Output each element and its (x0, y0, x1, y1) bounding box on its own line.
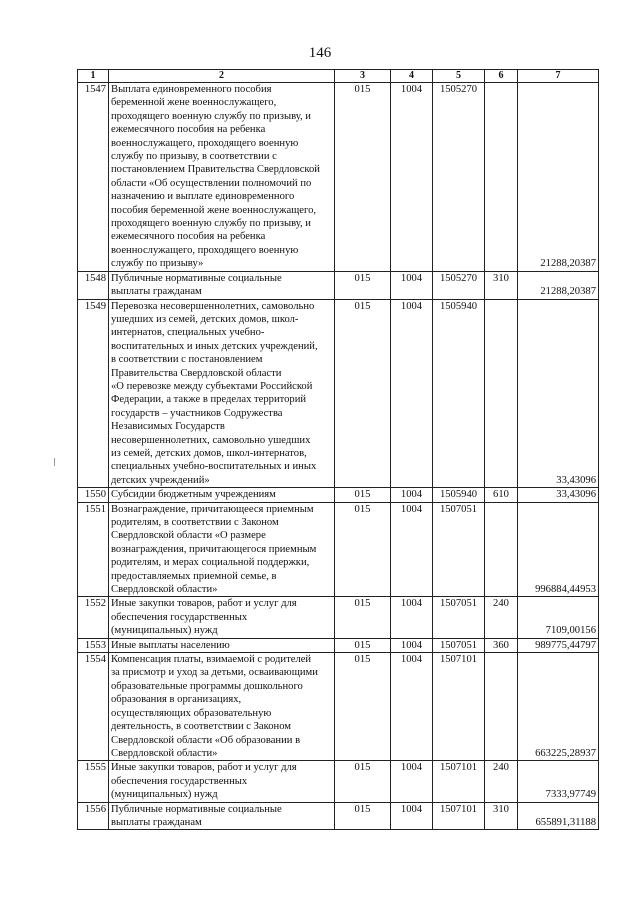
section-code: 1004 (391, 83, 433, 272)
section-code: 1004 (391, 761, 433, 802)
column-header: 2 (109, 70, 335, 83)
description-line: за присмотр и уход за детьми, осваивающими (111, 667, 318, 679)
section-code: 1004 (391, 299, 433, 488)
description-line: выплаты гражданам (111, 286, 202, 298)
expense-type-code (485, 502, 518, 597)
expense-type-code: 360 (485, 638, 518, 652)
description-line: в соответствии с постановлением (111, 354, 263, 366)
target-article-code: 1507051 (433, 502, 485, 597)
description-line: родителям, в соответствии с Законом (111, 517, 279, 528)
description-line: ежемесячного пособия на ребенка (111, 124, 266, 136)
description-line: предоставляемых приемной семье, в (111, 570, 277, 582)
ministry-code: 015 (335, 299, 391, 488)
row-number: 1548 (78, 271, 109, 299)
target-article-code: 1507101 (433, 761, 485, 802)
description-line: (муниципальных) нужд (111, 789, 218, 801)
row-description (109, 597, 335, 638)
description-line: обеспечения государственных (111, 611, 248, 623)
description-line: воспитательных и иных детских учреждений, (111, 340, 318, 352)
ministry-code: 015 (335, 653, 391, 761)
description-line: интернатов, специальных учебно- (111, 327, 265, 339)
budget-table (77, 69, 599, 830)
description-line: Иные закупки товаров, работ и услуг для (111, 598, 297, 610)
description-line: детских учреждений» (111, 474, 210, 486)
description-line: Выплата единовременного пособия (111, 84, 272, 95)
description-line: Федерации, а также в пределах территорий (111, 394, 307, 406)
description-line: Правительства Свердловской области (111, 367, 282, 379)
expense-type-code (485, 299, 518, 488)
column-header: 3 (335, 70, 391, 83)
section-code: 1004 (391, 653, 433, 761)
expense-type-code: 310 (485, 802, 518, 830)
table-row (78, 271, 599, 299)
description-line: Компенсация платы, взимаемой с родителей (111, 654, 312, 666)
description-line: Свердловской области» (111, 584, 218, 596)
table-row (78, 502, 599, 597)
column-header: 1 (78, 70, 109, 83)
amount: 7333,97749 (518, 761, 599, 802)
expense-type-code: 240 (485, 597, 518, 638)
section-code: 1004 (391, 271, 433, 299)
target-article-code: 1505940 (433, 488, 485, 502)
ministry-code: 015 (335, 761, 391, 802)
amount: 33,43096 (518, 299, 599, 488)
row-number: 1550 (78, 488, 109, 502)
description-line: несовершеннолетних, самовольно ушедших (111, 434, 311, 446)
ministry-code: 015 (335, 271, 391, 299)
description-line: военнослужащего, проходящего военную (111, 244, 299, 256)
target-article-code: 1507101 (433, 802, 485, 830)
row-description (109, 802, 335, 830)
description-line: пособия беременной жене военнослужащего, (111, 204, 317, 216)
description-line: проходящего военную службу по призыву, и (111, 218, 311, 230)
expense-type-code (485, 653, 518, 761)
row-description (109, 502, 335, 597)
amount: 996884,44953 (518, 502, 599, 597)
column-header: 5 (433, 70, 485, 83)
table-row (78, 299, 599, 488)
column-header: 7 (518, 70, 599, 83)
expense-type-code (485, 83, 518, 272)
ministry-code: 015 (335, 638, 391, 652)
description-line: вознаграждения, причитающегося приемным (111, 543, 317, 555)
description-line: специальных учебно-воспитательных и иных (111, 461, 317, 473)
amount: 655891,31188 (518, 802, 599, 830)
target-article-code: 1507051 (433, 638, 485, 652)
section-code: 1004 (391, 802, 433, 830)
page-number: 146 (308, 45, 332, 61)
expense-type-code: 610 (485, 488, 518, 502)
ministry-code: 015 (335, 597, 391, 638)
row-number: 1555 (78, 761, 109, 802)
amount: 21288,20387 (518, 83, 599, 272)
row-description (109, 488, 335, 502)
row-number: 1551 (78, 502, 109, 597)
description-line: осуществляющих образовательную (111, 707, 272, 719)
description-line: назначению и выплате единовременного (111, 191, 295, 203)
table-row (78, 802, 599, 830)
table-row (78, 638, 599, 652)
description-line: выплаты гражданам (111, 816, 202, 828)
description-line: Перевозка несовершеннолетних, самовольно (111, 300, 315, 312)
header-row (78, 70, 599, 83)
description-line: Свердловской области «Об образовании в (111, 734, 301, 746)
section-code: 1004 (391, 638, 433, 652)
description-line: области «Об осуществлении полномочий по (111, 177, 312, 189)
row-description (109, 653, 335, 761)
description-line: Независимых Государств (111, 421, 225, 433)
description-line: ушедших из семей, детских домов, школ- (111, 313, 299, 325)
row-number: 1552 (78, 597, 109, 638)
row-description (109, 761, 335, 802)
description-line: родителям, и мерах социальной поддержки, (111, 557, 310, 569)
description-line: (муниципальных) нужд (111, 625, 218, 637)
description-line: службу по призыву» (111, 258, 204, 270)
expense-type-code: 240 (485, 761, 518, 802)
description-line: Иные закупки товаров, работ и услуг для (111, 762, 297, 774)
section-code: 1004 (391, 502, 433, 597)
table-row (78, 488, 599, 502)
description-line: государств – участников Содружества (111, 407, 283, 419)
description-line: военнослужащего, проходящего военную (111, 137, 299, 149)
row-number: 1549 (78, 299, 109, 488)
description-line: обеспечения государственных (111, 775, 248, 787)
table-row (78, 597, 599, 638)
amount: 21288,20387 (518, 271, 599, 299)
row-number: 1554 (78, 653, 109, 761)
target-article-code: 1507051 (433, 597, 485, 638)
margin-mark (54, 458, 55, 466)
row-description (109, 271, 335, 299)
section-code: 1004 (391, 597, 433, 638)
description-line: образования в организациях, (111, 694, 242, 706)
description-line: деятельность, в соответствии с Законом (111, 721, 291, 733)
description-line: службу по призыву, в соответствии с (111, 151, 277, 163)
target-article-code: 1505270 (433, 271, 485, 299)
description-line: Свердловской области «О размере (111, 530, 266, 542)
ministry-code: 015 (335, 802, 391, 830)
description-line: Субсидии бюджетным учреждениям (111, 489, 276, 501)
column-header: 6 (485, 70, 518, 83)
table-row (78, 83, 599, 272)
target-article-code: 1507101 (433, 653, 485, 761)
row-description (109, 299, 335, 488)
amount: 989775,44797 (518, 638, 599, 652)
target-article-code: 1505940 (433, 299, 485, 488)
description-line: Иные выплаты населению (111, 639, 230, 651)
column-header: 4 (391, 70, 433, 83)
amount: 7109,00156 (518, 597, 599, 638)
amount: 663225,28937 (518, 653, 599, 761)
row-number: 1556 (78, 802, 109, 830)
ministry-code: 015 (335, 488, 391, 502)
row-number: 1547 (78, 83, 109, 272)
description-line: из семей, детских домов, школ-интернатов, (111, 447, 307, 459)
description-line: Свердловской области» (111, 747, 218, 759)
row-description (109, 83, 335, 272)
description-line: постановлением Правительства Свердловской (111, 164, 320, 176)
expense-type-code: 310 (485, 271, 518, 299)
target-article-code: 1505270 (433, 83, 485, 272)
description-line: ежемесячного пособия на ребенка (111, 231, 266, 243)
description-line: Публичные нормативные социальные (111, 803, 282, 815)
description-line: «О перевозке между субъектами Российской (111, 380, 313, 392)
description-line: образовательные программы дошкольного (111, 680, 303, 692)
table-row (78, 653, 599, 761)
description-line: беременной жене военнослужащего, (111, 97, 277, 109)
description-line: проходящего военную службу по призыву, и (111, 110, 311, 122)
section-code: 1004 (391, 488, 433, 502)
amount: 33,43096 (518, 488, 599, 502)
ministry-code: 015 (335, 83, 391, 272)
row-number: 1553 (78, 638, 109, 652)
description-line: Вознаграждение, причитающееся приемным (111, 503, 314, 515)
row-description (109, 638, 335, 652)
description-line: Публичные нормативные социальные (111, 272, 282, 284)
ministry-code: 015 (335, 502, 391, 597)
table-row (78, 761, 599, 802)
